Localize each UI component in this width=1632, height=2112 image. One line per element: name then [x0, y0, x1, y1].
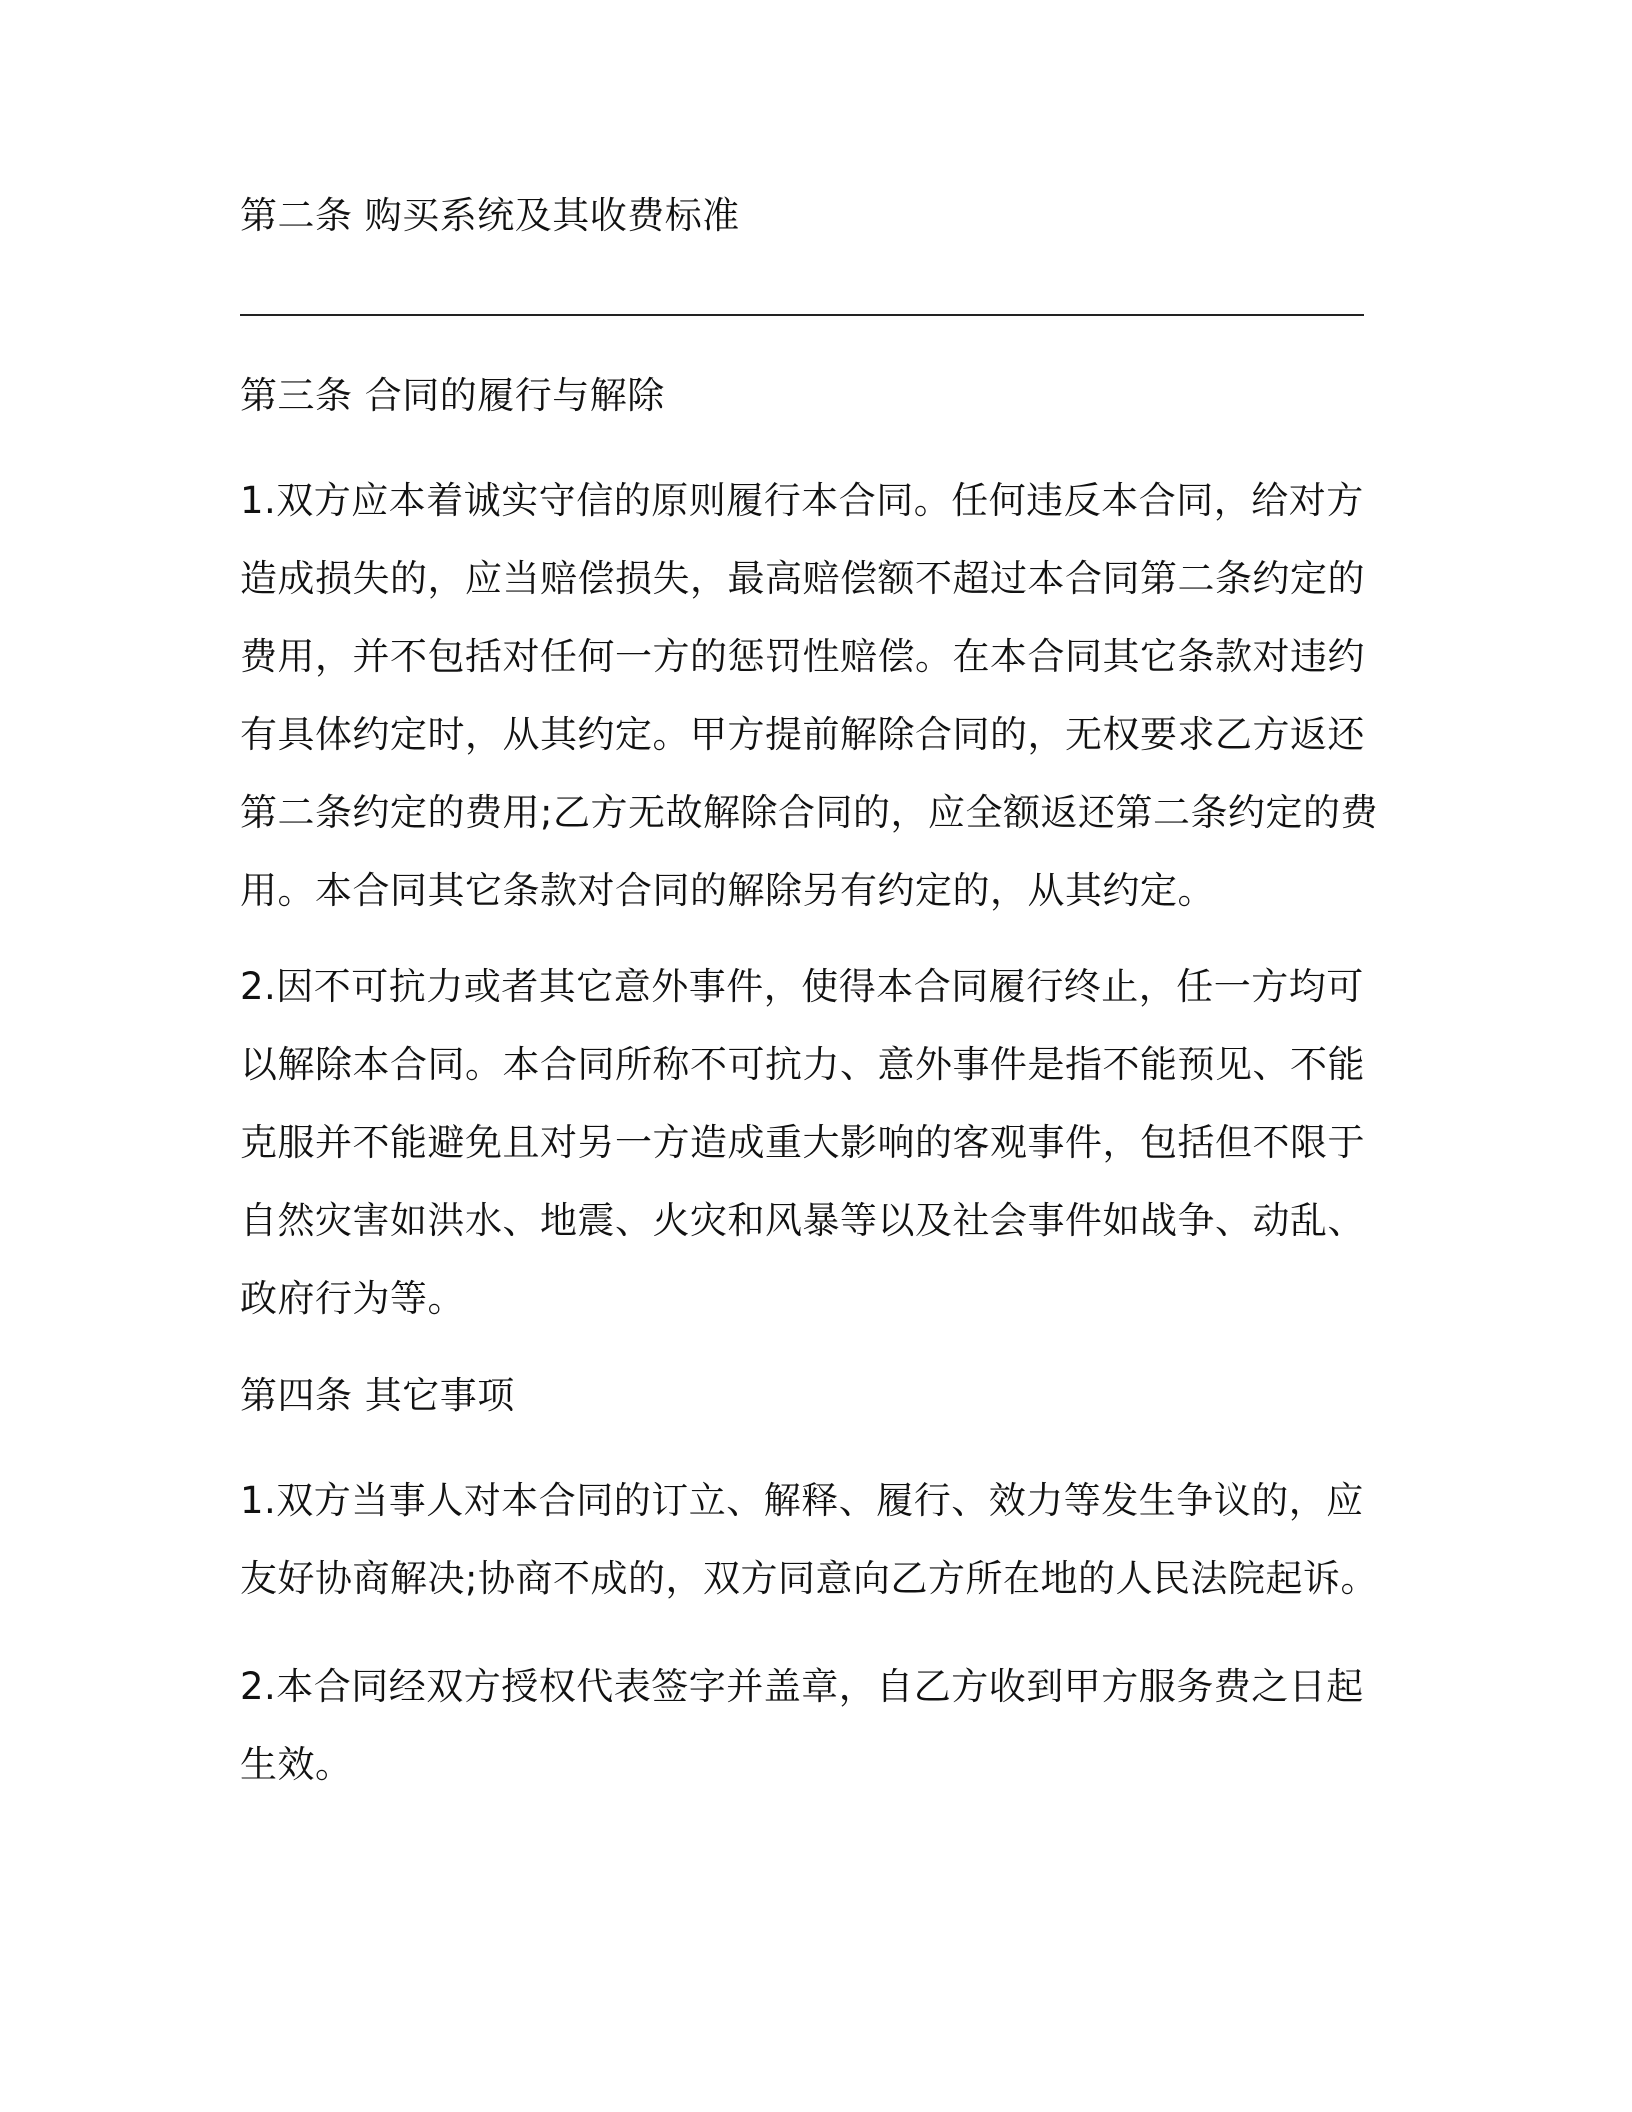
clause-line: 用。本合同其它条款对合同的解除另有约定的，从其约定。 — [240, 869, 1215, 912]
clause-line: 费用，并不包括对任何一方的惩罚性赔偿。在本合同其它条款对违约 — [240, 635, 1365, 678]
article-4-heading: 第四条 其它事项 — [240, 1374, 515, 1417]
article-4-clause-1 — [240, 1462, 1378, 1618]
clause-line: 造成损失的，应当赔偿损失，最高赔偿额不超过本合同第二条约定的 — [240, 557, 1365, 600]
fill-in-blank-line — [240, 314, 1364, 316]
clause-line: 1.双方当事人对本合同的订立、解释、履行、效力等发生争议的，应 — [240, 1479, 1364, 1522]
clause-line: 有具体约定时，从其约定。甲方提前解除合同的，无权要求乙方返还 — [240, 713, 1365, 756]
article-4-clause-2 — [240, 1648, 1370, 1804]
article-3-heading: 第三条 合同的履行与解除 — [240, 374, 665, 417]
clause-line: 1.双方应本着诚实守信的原则履行本合同。任何违反本合同，给对方 — [240, 479, 1364, 522]
clause-line: 政府行为等。 — [240, 1277, 465, 1320]
article-3-clause-2 — [240, 948, 1370, 1338]
clause-line: 克服并不能避免且对另一方造成重大影响的客观事件，包括但不限于 — [240, 1121, 1365, 1164]
clause-line: 以解除本合同。本合同所称不可抗力、意外事件是指不能预见、不能 — [240, 1043, 1365, 1086]
clause-line: 自然灾害如洪水、地震、火灾和风暴等以及社会事件如战争、动乱、 — [240, 1199, 1365, 1242]
clause-line: 2.本合同经双方授权代表签字并盖章，自乙方收到甲方服务费之日起 — [240, 1665, 1364, 1708]
clause-line: 第二条约定的费用;乙方无故解除合同的，应全额返还第二条约定的费 — [240, 791, 1378, 834]
clause-line: 生效。 — [240, 1743, 353, 1786]
clause-line: 友好协商解决;协商不成的，双方同意向乙方所在地的人民法院起诉。 — [240, 1557, 1378, 1600]
article-3-clause-1 — [240, 462, 1378, 930]
article-2-heading: 第二条 购买系统及其收费标准 — [240, 194, 740, 237]
clause-line: 2.因不可抗力或者其它意外事件，使得本合同履行终止，任一方均可 — [240, 965, 1364, 1008]
